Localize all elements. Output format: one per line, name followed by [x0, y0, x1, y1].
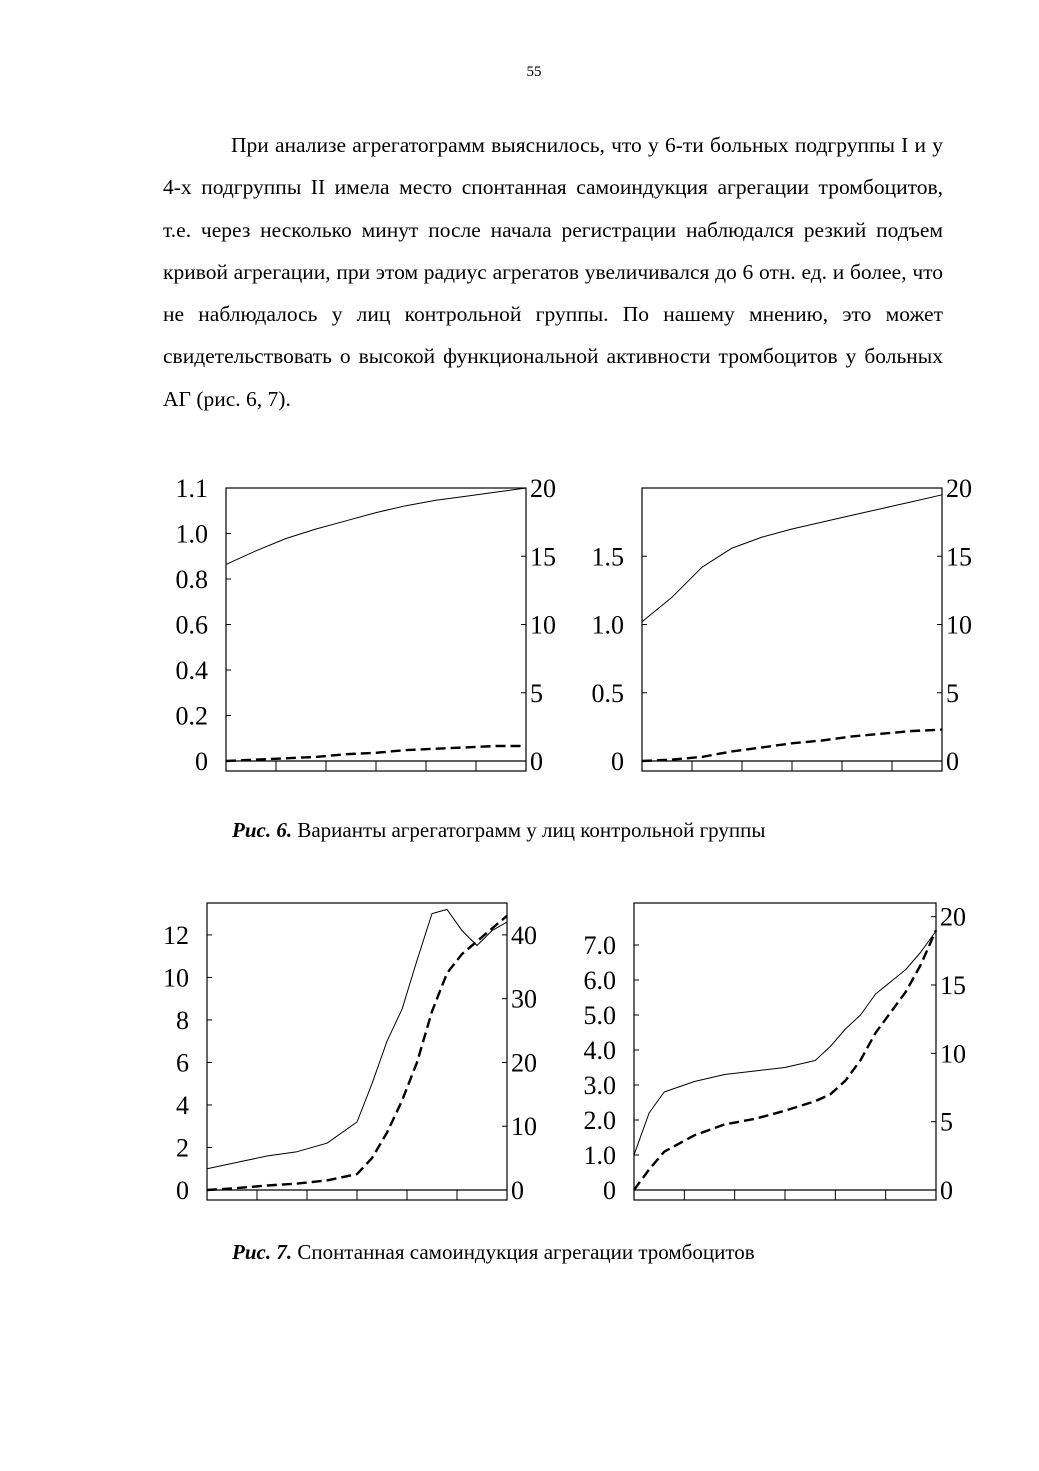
figure-7-caption-text: Спонтанная самоиндукция агрегации тромбоцитов — [292, 1240, 755, 1264]
left-tick-label: 0.4 — [175, 656, 208, 685]
figure-7-caption — [232, 1240, 755, 1265]
right-tick-label: 20 — [530, 474, 556, 503]
figure-7-left-chart — [140, 895, 560, 1215]
left-tick-label: 6.0 — [583, 966, 616, 995]
left-tick-label: 0.2 — [175, 701, 208, 731]
right-tick-label: 0 — [940, 1176, 953, 1205]
right-tick-label: 10 — [511, 1112, 537, 1142]
right-tick-label: 20 — [946, 474, 972, 503]
left-tick-label: 2 — [176, 1133, 189, 1163]
left-tick-label: 4.0 — [583, 1036, 616, 1065]
left-tick-label: 1.0 — [591, 610, 624, 640]
left-tick-label: 0 — [611, 747, 624, 776]
figure-6-left-chart — [150, 474, 560, 780]
right-tick-label: 15 — [946, 542, 972, 572]
left-tick-label: 10 — [163, 963, 189, 993]
left-tick-label: 0.8 — [175, 565, 208, 594]
right-tick-label: 0 — [511, 1176, 524, 1205]
left-tick-label: 2.0 — [583, 1106, 616, 1135]
right-tick-label: 10 — [530, 610, 556, 640]
figure-7-right-chart — [560, 895, 980, 1215]
solid-series-line — [634, 931, 936, 1155]
plot-frame — [207, 903, 507, 1200]
left-tick-label: 6 — [176, 1048, 189, 1078]
page-number: 55 — [526, 64, 542, 80]
figure-6-caption — [232, 818, 766, 843]
right-tick-label: 0 — [530, 747, 543, 776]
left-tick-label: 1.1 — [175, 474, 208, 503]
plot-frame — [634, 903, 936, 1200]
plot-frame — [226, 488, 526, 771]
dashed-series-line — [634, 930, 936, 1190]
left-tick-label: 0 — [603, 1176, 616, 1205]
left-tick-label: 4 — [176, 1090, 189, 1120]
figure-6-caption-label: Рис. 6. — [232, 818, 293, 842]
left-tick-label: 1.0 — [175, 519, 208, 549]
right-tick-label: 10 — [940, 1039, 966, 1069]
body-paragraph: При анализе агрегатограмм выяснилось, что у 6-ти больных подгруппы I и у 4-х подгруппы II имела место спонтанная самоиндукция агрегации тромбоцитов, т.е. через несколько минут после начала регистрации наблюдался резкий подъем кривой агрегации, при этом радиус агрегатов увеличивался до 6 отн. ед. и более, что не наблюдалось у лиц контрольной группы. По нашему мнению, это может свидетельствовать о высокой функциональной активности тромбоцитов у больных АГ (рис. 6, 7). — [163, 133, 943, 411]
left-tick-label: 5.0 — [583, 1001, 616, 1030]
left-tick-label: 0 — [195, 747, 208, 776]
left-tick-label: 8 — [176, 1005, 189, 1035]
left-tick-label: 3.0 — [583, 1071, 616, 1100]
right-tick-label: 5 — [946, 678, 959, 708]
right-tick-label: 10 — [946, 610, 972, 640]
left-tick-label: 1.0 — [583, 1141, 616, 1170]
plot-frame — [642, 488, 942, 771]
dashed-series-line — [642, 730, 942, 761]
right-tick-label: 40 — [511, 920, 537, 950]
figure-6-caption-text: Варианты агрегатограмм у лиц контрольной группы — [292, 818, 766, 842]
left-tick-label: 0.5 — [591, 678, 624, 708]
solid-series-line — [226, 488, 526, 564]
left-tick-label: 7.0 — [583, 931, 616, 960]
right-tick-label: 30 — [511, 984, 537, 1014]
solid-series-line — [207, 909, 507, 1168]
right-tick-label: 15 — [530, 542, 556, 572]
solid-series-line — [642, 495, 942, 622]
right-tick-label: 20 — [511, 1048, 537, 1078]
right-tick-label: 15 — [940, 971, 966, 1000]
figure-6-right-chart — [570, 474, 980, 780]
dashed-series-line — [207, 916, 507, 1190]
right-tick-label: 0 — [946, 747, 959, 776]
right-tick-label: 20 — [940, 902, 966, 932]
left-tick-label: 0 — [176, 1176, 189, 1205]
left-tick-label: 12 — [163, 920, 189, 950]
right-tick-label: 5 — [940, 1107, 953, 1137]
dashed-series-line — [226, 746, 526, 761]
figure-7-caption-label: Рис. 7. — [232, 1240, 293, 1264]
left-tick-label: 0.6 — [175, 610, 208, 640]
left-tick-label: 1.5 — [591, 542, 624, 572]
right-tick-label: 5 — [530, 678, 543, 708]
